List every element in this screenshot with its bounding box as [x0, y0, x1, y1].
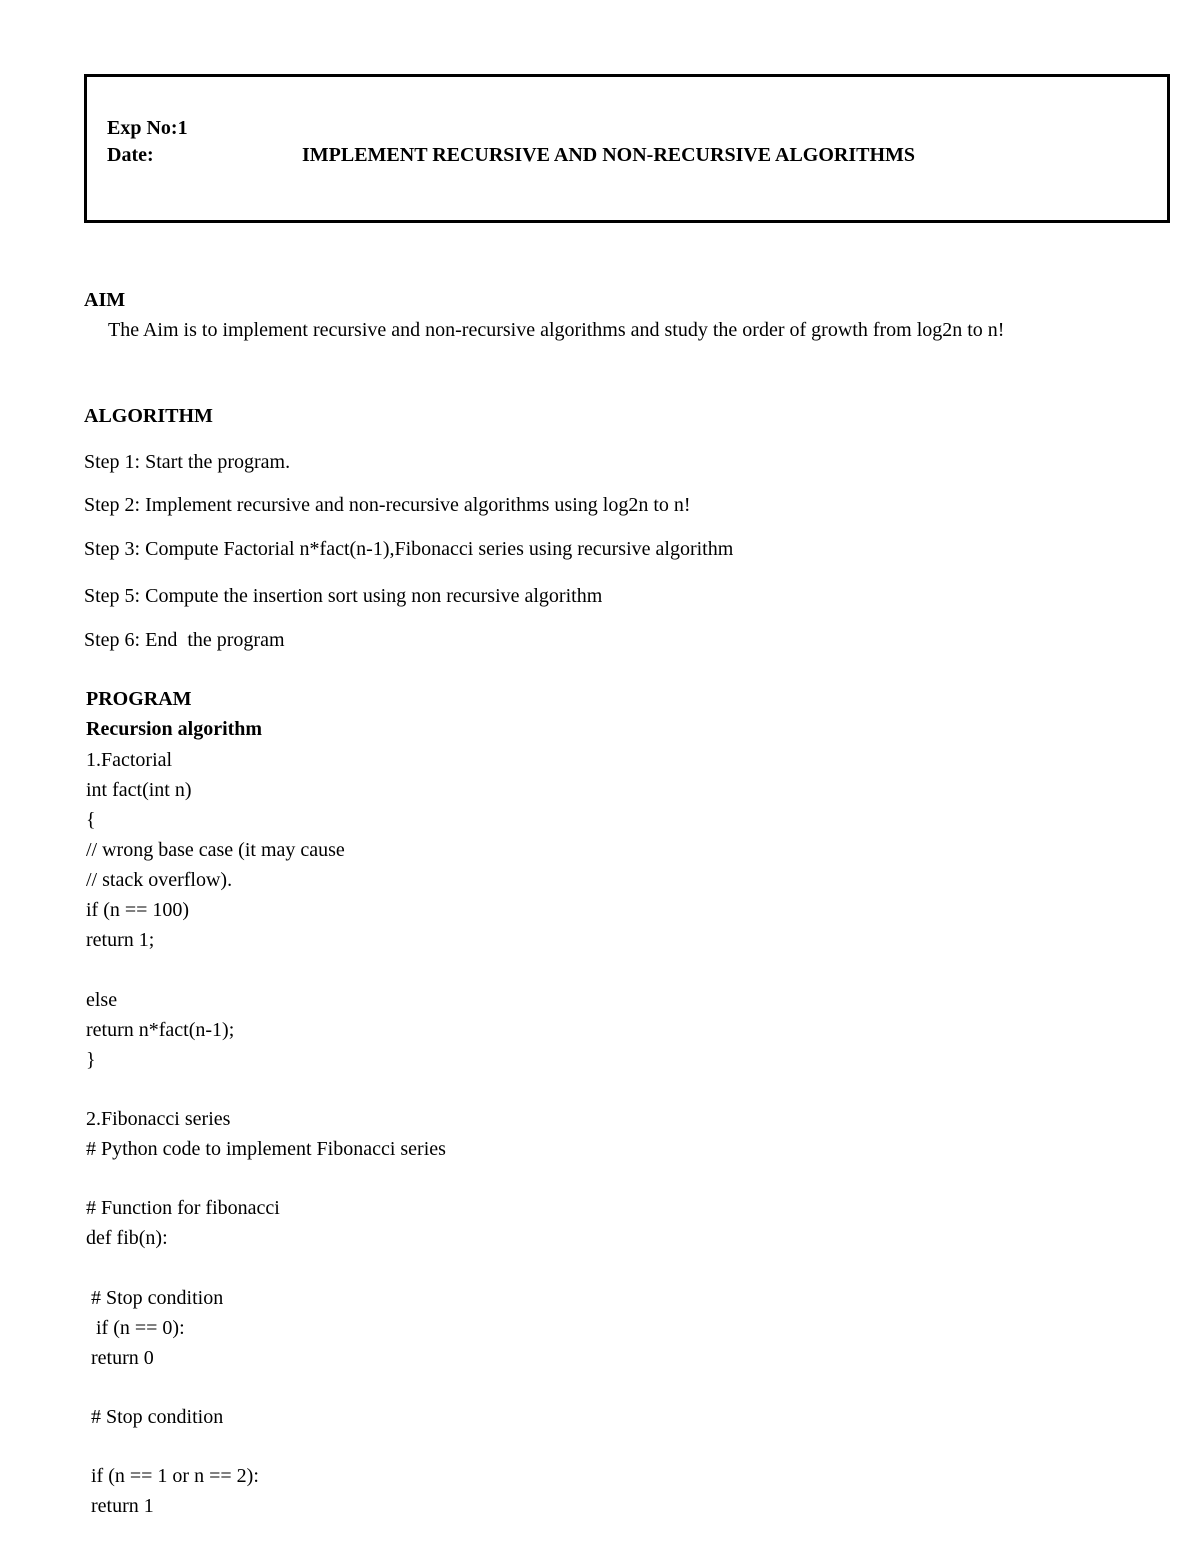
code-line: # Python code to implement Fibonacci series: [86, 1138, 446, 1160]
algorithm-step: Step 2: Implement recursive and non-recursive algorithms using log2n to n!: [84, 494, 691, 516]
code-line: 1.Factorial: [86, 749, 173, 771]
algorithm-step: Step 5: Compute the insertion sort using non recursive algorithm: [84, 585, 603, 607]
exp-number: Exp No:1: [107, 117, 188, 139]
code-line: int fact(int n): [86, 779, 192, 801]
aim-text: The Aim is to implement recursive and non-recursive algorithms and study the order of growth from log2n to n!: [108, 319, 1005, 341]
code-line: if (n == 1 or n == 2):: [86, 1465, 259, 1487]
code-line: # Stop condition: [86, 1287, 224, 1309]
code-line: if (n == 100): [86, 899, 190, 921]
code-line: }: [86, 1049, 96, 1071]
code-line: # Stop condition: [86, 1406, 224, 1428]
code-line: // wrong base case (it may cause: [86, 839, 345, 861]
code-line: 2.Fibonacci series: [86, 1108, 231, 1130]
algorithm-step: Step 6: End the program: [84, 629, 285, 651]
code-line: return 1;: [86, 929, 155, 951]
code-line: {: [86, 809, 96, 831]
code-line: // stack overflow).: [86, 869, 233, 891]
algorithm-step: Step 1: Start the program.: [84, 451, 291, 473]
code-line: # Function for fibonacci: [86, 1197, 280, 1219]
algorithm-heading: ALGORITHM: [84, 405, 213, 427]
code-line: return n*fact(n-1);: [86, 1019, 235, 1041]
page-title: IMPLEMENT RECURSIVE AND NON-RECURSIVE ALGORITHMS: [302, 144, 916, 166]
code-line: return 0: [86, 1347, 154, 1369]
code-line: else: [86, 989, 118, 1011]
aim-heading: AIM: [84, 289, 126, 311]
date-label: Date:: [107, 144, 154, 166]
program-subheading: Recursion algorithm: [86, 718, 263, 740]
code-line: if (n == 0):: [86, 1317, 185, 1339]
program-heading: PROGRAM: [86, 688, 192, 710]
code-line: return 1: [86, 1495, 154, 1517]
code-line: def fib(n):: [86, 1227, 168, 1249]
algorithm-step: Step 3: Compute Factorial n*fact(n-1),Fibonacci series using recursive algorithm: [84, 538, 734, 560]
